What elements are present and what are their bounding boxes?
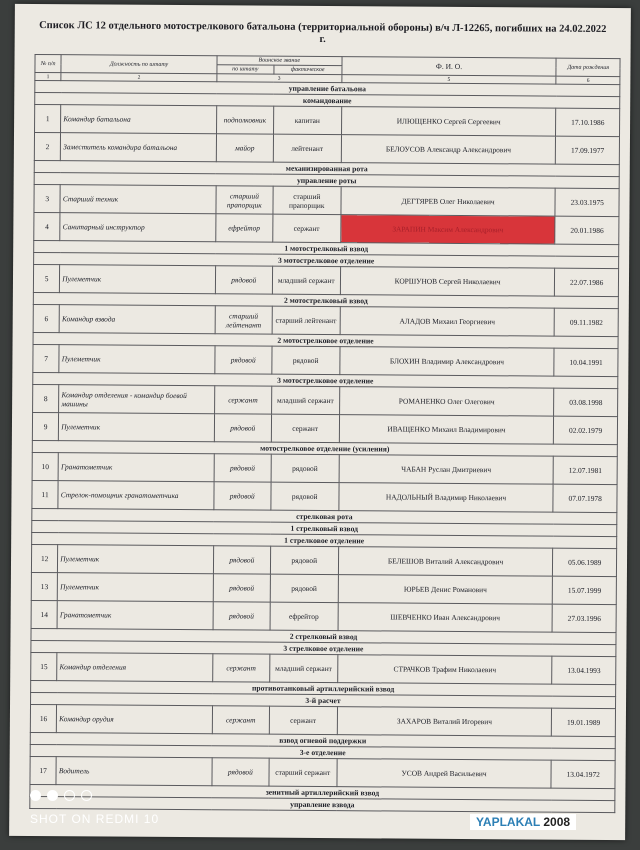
table-row [34,212,619,244]
section-title: 2 мотострелковое отделение [33,332,618,348]
section-title: 3-й расчет [31,692,616,708]
rank-actual-cell: рядовой [271,482,339,510]
document-page [9,4,631,840]
section-title: механизированная рота [34,160,619,176]
gallery-dot [81,790,92,801]
birthdate-cell: 17.10.1986 [556,108,620,136]
section-title: 1 стрелковое отделение [32,532,617,548]
header-date: Дата рождения [556,58,620,76]
table-row [33,304,618,336]
row-number: 13 [31,572,57,600]
table-row [31,544,616,576]
rank-actual-cell: младший сержант [272,266,340,294]
table-row [35,105,620,137]
birthdate-cell: 15.07.1999 [553,576,617,604]
rank-staff-cell: рядовой [212,758,269,786]
rank-actual-cell: старший сержант [269,758,337,786]
rank-actual-cell: рядовой [270,546,338,574]
row-number: 11 [32,480,58,508]
section-title: 1 стрелковый взвод [32,520,617,536]
position-cell: Стрелок-помощник гранатометчика [58,481,214,510]
table-row [31,600,616,632]
table-row [32,480,617,512]
header-position: Должность по штату [61,55,217,74]
row-number: 10 [32,452,58,480]
table-row [34,132,619,164]
rank-staff-cell: майор [216,134,273,162]
name-cell: УСОВ Андрей Васильевич [337,759,552,788]
rank-actual-cell: сержант [273,214,341,242]
site-watermark-number: 2008 [543,815,571,829]
birthdate-cell: 20.01.1986 [555,216,619,244]
table-row [30,704,615,736]
name-cell: РОМАНЕНКО Олег Олегович [339,387,554,416]
rank-staff-cell: старший лейтенант [215,306,272,334]
birthdate-cell: 13.04.1993 [552,656,616,684]
table-row [32,412,617,444]
row-number: 6 [33,304,59,332]
section-title: управление батальона [35,81,620,97]
birthdate-cell: 17.09.1977 [556,136,620,164]
birthdate-cell: 22.07.1986 [555,268,619,296]
row-number: 16 [30,704,56,732]
col-number: 2 [61,73,217,82]
section-title: управление роты [34,172,619,188]
rank-actual-cell: рядовой [270,574,338,602]
position-cell: Командир отделения [57,653,213,682]
rank-actual-cell: сержант [269,706,337,734]
header-rank-staff: по штату [217,65,274,74]
section-title: стрелковая рота [32,508,617,524]
row-number: 15 [31,652,57,680]
name-cell: ДЕГТЯРЕВ Олег Николаевич [341,187,556,216]
document-title: Список ЛС 12 отдельного мотострелкового батальона (территориальной обороны) в/ч Л-12265, погибших на 24.02.2022 г. [39,20,607,46]
rank-actual-cell: рядовой [271,454,339,482]
position-cell: Гранатометчик [58,453,214,482]
col-number: 6 [556,76,620,84]
position-cell: Командир орудия [57,705,213,734]
rank-actual-cell: младший сержант [269,654,337,682]
col-number: 5 [342,75,557,84]
site-watermark-text: YAPLAKAL [476,815,541,829]
rank-actual-cell: лейтенант [273,134,341,162]
table-row [30,756,615,788]
rank-staff-cell: рядовой [213,574,270,602]
rank-staff-cell: рядовой [215,346,272,374]
birthdate-cell: 02.02.1979 [554,416,618,444]
row-number: 1 [35,105,61,133]
table-row [31,572,616,604]
rank-actual-cell: младший сержант [271,386,339,414]
rank-staff-cell: сержант [212,706,269,734]
gallery-dot [47,790,58,801]
name-cell: БЕЛОУСОВ Александр Александрович [341,135,556,164]
header-name: Ф. И. О. [342,57,557,76]
name-cell: ЮРЬЕВ Денис Романович [338,575,553,604]
position-cell: Пулеметчик [59,413,215,442]
name-cell: ИВАЩЕНКО Михаил Владимирович [339,415,554,444]
position-cell: Водитель [56,757,212,786]
birthdate-cell: 07.07.1978 [553,484,617,512]
position-cell: Командир взвода [59,305,215,334]
row-number: 4 [34,212,60,240]
birthdate-cell: 19.01.1989 [552,708,616,736]
section-title: управление взвода [30,796,615,812]
header-num: № п/п [35,55,61,73]
rank-staff-cell: подполковник [216,106,273,134]
section-title: 2 стрелковый взвод [31,628,616,644]
row-number: 3 [34,184,60,212]
table-row [33,344,618,376]
position-cell: Пулеметчик [58,573,214,602]
table-row [33,264,618,296]
rank-actual-cell: старший прапорщик [273,186,341,214]
position-cell: Пулеметчик [60,265,216,294]
name-cell: БЕЛЕШОВ Виталий Александрович [338,547,553,576]
rank-actual-cell: сержант [271,414,339,442]
section-title: 3-е отделение [30,744,615,760]
rank-staff-cell: рядовой [214,414,271,442]
section-title: 3 стрелковое отделение [31,640,616,656]
name-cell: СТРАЧКОВ Трафим Николаевич [337,655,552,684]
table-row [32,452,617,484]
rank-staff-cell: сержант [214,386,271,414]
section-title: 1 мотострелковый взвод [34,240,619,256]
row-number: 17 [30,756,56,784]
row-number: 12 [31,544,57,572]
row-number: 8 [33,384,59,412]
rank-actual-cell: рядовой [272,346,340,374]
col-number: 1 [35,73,61,81]
rank-staff-cell: рядовой [215,266,272,294]
birthdate-cell: 12.07.1981 [553,456,617,484]
header-rank-actual: фактическое [274,65,342,74]
gallery-dot [30,790,41,801]
rank-staff-cell: сержант [213,654,270,682]
name-cell: ЧАБАН Руслан Дмитриевич [339,455,554,484]
position-cell: Старший техник [60,185,216,214]
table-row [31,652,616,684]
name-cell: КОРШУНОВ Сергей Николаевич [340,267,555,296]
name-cell: ИЛЮЩЕНКО Сергей Сергеевич [341,107,556,136]
row-number: 7 [33,344,59,372]
rank-actual-cell: капитан [273,106,341,134]
birthdate-cell: 23.03.1975 [555,188,619,216]
name-cell: ШЕВЧЕНКО Иван Александрович [338,603,553,632]
birthdate-cell: 05.06.1989 [553,548,617,576]
birthdate-cell: 03.08.1998 [554,388,618,416]
section-title: противотанковый артиллерийский взвод [31,680,616,696]
row-number: 2 [34,132,60,160]
rank-staff-cell: рядовой [213,602,270,630]
section-title: командование [35,93,620,109]
birthdate-cell: 13.04.1972 [551,760,615,788]
rank-actual-cell: старший лейтенант [272,306,340,334]
rank-staff-cell: ефрейтор [216,214,273,242]
rank-staff-cell: рядовой [214,454,271,482]
position-cell: Пулеметчик [59,345,215,374]
birthdate-cell: 27.03.1996 [552,604,616,632]
position-cell: Санитарный инструктор [60,213,216,242]
position-cell: Командир отделения - командир боевой машины [59,385,215,414]
section-title: мотострелковое отделение (усиления) [32,440,617,456]
header-rank-group: Воинское звание [217,56,342,66]
table-row [33,384,618,416]
row-number: 9 [32,412,58,440]
name-cell: ЗАРАПИН Максим Александрович [340,215,555,244]
section-title: 3 мотострелковое отделение [33,372,618,388]
birthdate-cell: 09.11.1982 [555,308,619,336]
site-watermark [470,814,576,830]
casualty-table [29,54,620,813]
section-title: взвод огневой поддержки [30,732,615,748]
position-cell: Пулеметчик [58,545,214,574]
camera-watermark: SHOT ON REDMI 10 [30,812,160,826]
name-cell: АЛАДОВ Михаил Георгиевич [340,307,555,336]
name-cell: НАДОЛЬНЫЙ Владимир Николаевич [339,483,554,512]
position-cell: Заместитель командира батальона [61,133,217,162]
position-cell: Гранатометчик [57,601,213,630]
col-number: 3 [217,74,342,83]
section-title: зенитный артиллерийский взвод [30,784,615,800]
birthdate-cell: 10.04.1991 [554,348,618,376]
table-row [34,184,619,216]
section-title: 3 мотострелковое отделение [34,252,619,268]
gallery-dots [30,790,92,801]
rank-staff-cell: старший прапорщик [216,186,273,214]
row-number: 5 [33,264,59,292]
rank-actual-cell: ефрейтор [270,602,338,630]
gallery-dot [64,790,75,801]
section-title: 2 мотострелковый взвод [33,292,618,308]
rank-staff-cell: рядовой [213,546,270,574]
row-number: 14 [31,600,57,628]
name-cell: БЛОХИН Владимир Александрович [340,347,555,376]
position-cell: Командир батальона [61,105,217,134]
rank-staff-cell: рядовой [214,482,271,510]
name-cell: ЗАХАРОВ Виталий Игоревич [337,707,552,736]
